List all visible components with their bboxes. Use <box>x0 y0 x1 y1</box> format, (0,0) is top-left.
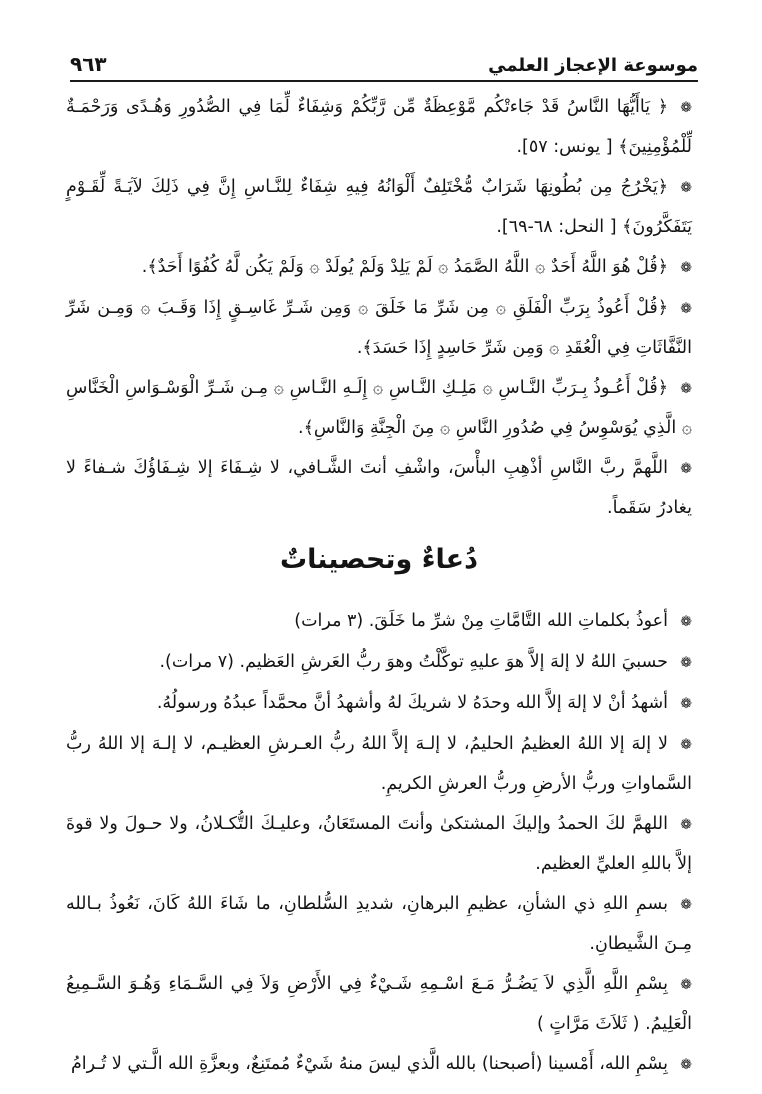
flower-bullet-icon: ❁ <box>680 260 692 276</box>
paragraph-text: ﴿يَخْرُجُ مِن بُطُونِهَا شَرَابٌ مُّخْتَلِفٌ أَلْوَانُهُ فِيهِ شِفَاءٌ لِلنَّـاسِ إِنَّ فِي ذَلِكَ لآيَـةً لِّقَـوْمٍ يَتَفَكَّرُونَ﴾ [ النحل: ٦٨-٦٩]. <box>66 177 692 237</box>
paragraph-text: بِسْمِ الله، أَمْسينا (أصبحنا) بالله الَّذي ليسَ منهُ شَيْءٌ مُمتَنِعٌ، وبعزَّةِ الله الَّـتي لا تُـرامُ <box>70 1054 668 1074</box>
flower-bullet-icon: ❁ <box>680 696 692 712</box>
flower-bullet-icon: ❁ <box>680 180 692 196</box>
page-number: ٩٦٣ <box>70 52 107 76</box>
flower-bullet-icon: ❁ <box>680 737 692 753</box>
supplication-paragraph <box>66 449 692 528</box>
flower-bullet-icon: ❁ <box>680 381 692 397</box>
dua-paragraph <box>66 805 692 884</box>
paragraph-text: حسبيَ اللهُ لا إلهَ إلاَّ هوَ عليهِ توكَّلْتُ وهوَ ربُّ العَرشِ العَظيم. (٧ مرات). <box>159 652 668 672</box>
flower-bullet-icon: ❁ <box>680 977 692 993</box>
dua-paragraph <box>66 965 692 1044</box>
section-title: دُعاءٌ وتحصيناتٌ <box>280 544 478 575</box>
dua-paragraph <box>66 1045 692 1085</box>
flower-bullet-icon: ❁ <box>680 897 692 913</box>
quran-verse-paragraph <box>66 88 692 167</box>
paragraph-text: أشهدُ أنْ لا إلهَ إلاَّ الله وحدَهُ لا شريكَ لهُ وأشهدُ أنَّ محمَّداً عبدُهُ ورسولُهُ. <box>156 693 668 713</box>
dua-paragraph <box>66 602 692 642</box>
flower-bullet-icon: ❁ <box>680 461 692 477</box>
paragraph-text: ﴿قُلْ أَعُـوذُ بِـرَبِّ النَّـاسِ ۞ مَلِـكِ النَّـاسِ ۞ إِلَـهِ النَّـاسِ ۞ مِـن شَـرِّ الْوَسْـوَاسِ الْخَنَّاسِ ۞ الَّذِي يُوَسْوِسُ فِي صُدُورِ النَّاسِ ۞ مِنَ الْجِنَّةِ وَالنَّاسِ﴾. <box>66 378 692 438</box>
quran-verse-paragraph <box>66 248 692 288</box>
paragraph-text: ﴿ يَاأَيُّهَا النَّاسُ قَدْ جَاءتْكُم مَّوْعِظَةٌ مِّن رَّبِّكُمْ وَشِفَاءٌ لِّمَا فِي الصُّدُورِ وَهُـدًى وَرَحْمَـةٌ لِّلْمُؤْمِنِينَ﴾ [ يونس: ٥٧]. <box>66 97 692 157</box>
quran-verse-paragraph <box>66 369 692 448</box>
dua-paragraph <box>66 885 692 964</box>
flower-bullet-icon: ❁ <box>680 614 692 630</box>
quran-verse-paragraph <box>66 168 692 247</box>
quran-verse-paragraph <box>66 289 692 368</box>
paragraph-text: اللهمَّ لكَ الحمدُ وإليكَ المشتكىٰ وأنتَ المستَعَانُ، وعليـكَ التُّكـلانُ، ولا حـولَ ولا قوةَ إلاَّ باللهِ العليِّ العظيم. <box>66 814 692 874</box>
paragraph-text: ﴿قُلْ هُوَ اللَّهُ أَحَدٌ ۞ اللَّهُ الصَّمَدُ ۞ لَمْ يَلِدْ وَلَمْ يُولَدْ ۞ وَلَمْ يَكُن لَّهُ كُفُوًا أَحَدٌ﴾. <box>141 257 668 277</box>
flower-bullet-icon: ❁ <box>680 655 692 671</box>
paragraph-text: بِسْمِ اللَّهِ الَّذِي لاَ يَضُـرُّ مَـعَ اسْـمِهِ شَـيْءٌ فِي الأَرْضِ وَلاَ فِي السَّـمَاءِ وَهُـوَ السَّـمِيعُ الْعَلِيمُ. ( ثَلاَثَ مَرَّاتٍ ) <box>66 974 692 1034</box>
paragraph-text: لا إلهَ إلا اللهُ العظيمُ الحليمُ، لا إلـهَ إلاَّ اللهُ ربُّ العـرشِ العظيـم، لا إلـهَ إلا اللهُ ربُّ السَّماواتِ وربُّ الأرضِ وربُّ العرشِ الكريمِ. <box>66 734 692 794</box>
flower-bullet-icon: ❁ <box>680 100 692 116</box>
paragraph-text: أعوذُ بكلماتِ الله التَّامَّاتِ مِنْ شرِّ ما خَلَقَ. (٣ مرات) <box>294 611 668 631</box>
paragraph-text: اللَّهمَّ ربَّ النَّاسِ أذْهِبِ البأْسَ، واشْفِ أنتَ الشَّـافي، لا شِـفَاءَ إلا شِـفَاؤُكَ شـفاءً لا يغادرُ سَقَماً. <box>66 458 692 518</box>
dua-paragraph <box>66 684 692 724</box>
paragraph-text: ﴿قُلْ أَعُوذُ بِرَبِّ الْفَلَقِ ۞ مِن شَرِّ مَا خَلَقَ ۞ وَمِن شَـرِّ غَاسِـقٍ إِذَا وَقَـبَ ۞ وَمِـن شَرِّ النَّفَّاثَاتِ فِي الْعُقَدِ ۞ وَمِن شَرِّ حَاسِدٍ إِذَا حَسَدَ﴾. <box>66 298 692 358</box>
flower-bullet-icon: ❁ <box>680 817 692 833</box>
flower-bullet-icon: ❁ <box>680 301 692 317</box>
page-content <box>66 88 692 1086</box>
book-title: موسوعة الإعجاز العلمي <box>488 55 698 76</box>
page-header <box>70 44 698 82</box>
flower-bullet-icon: ❁ <box>680 1057 692 1073</box>
dua-paragraph <box>66 643 692 683</box>
dua-paragraph <box>66 725 692 804</box>
paragraph-text: بسمِ اللهِ ذي الشأنِ، عظيمِ البرهانِ، شديدِ السُّلطانِ، ما شَاءَ اللهُ كَانَ، نَعُوذُ بـالله مِـنَ الشَّيطانِ. <box>66 894 692 954</box>
